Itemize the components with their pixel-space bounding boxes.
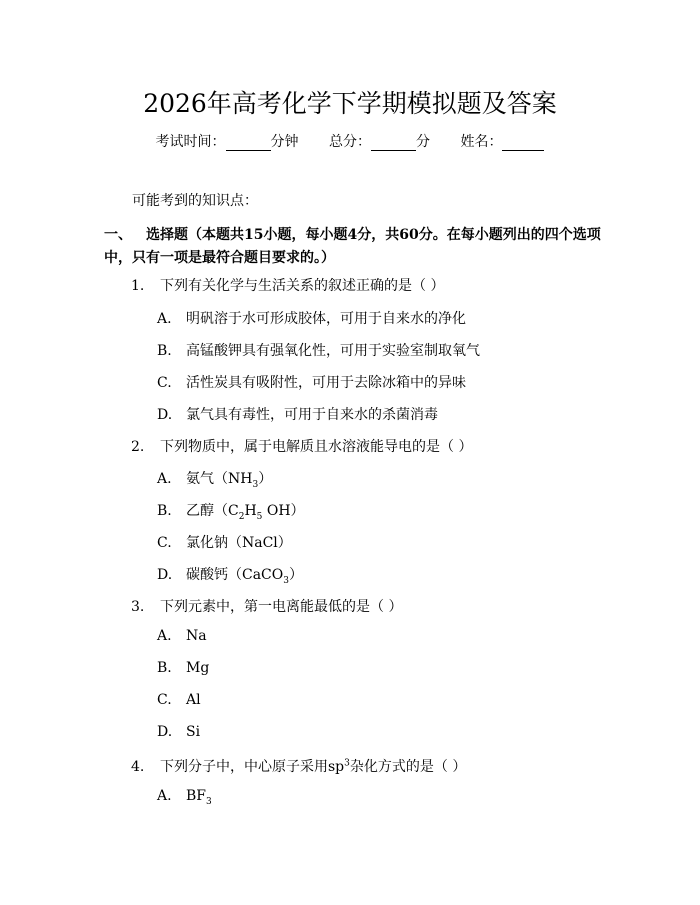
option-subscript: 2 xyxy=(238,511,245,522)
option-text-pre: 碳酸钙（CaCO xyxy=(186,567,284,583)
option-subscript: 3 xyxy=(283,575,289,586)
question-text-post: 杂化方式的是（ ） xyxy=(349,759,467,775)
option-2b[interactable] xyxy=(157,500,305,522)
total-score-label: 总分： xyxy=(329,134,371,150)
option-text: 活性炭具有吸附性，可用于去除冰箱中的异味 xyxy=(186,375,466,391)
name-label: 姓名： xyxy=(460,134,503,150)
option-1c[interactable] xyxy=(157,372,466,392)
question-number: 2. xyxy=(131,439,145,455)
option-text-post: ） xyxy=(258,471,273,487)
question-4 xyxy=(131,756,466,776)
option-letter: B. xyxy=(157,503,172,519)
option-text: 高锰酸钾具有强氧化性，可用于实验室制取氧气 xyxy=(186,343,480,359)
option-text: 明矾溶于水可形成胶体，可用于自来水的净化 xyxy=(186,311,466,327)
option-subscript: 3 xyxy=(252,479,259,490)
option-2a[interactable] xyxy=(157,468,272,490)
option-letter: B. xyxy=(157,343,172,359)
name-field xyxy=(460,134,544,150)
option-text: Si xyxy=(186,724,201,740)
option-text-pre: BF xyxy=(186,788,207,804)
total-score-unit: 分 xyxy=(416,134,430,150)
option-3b[interactable] xyxy=(157,660,209,676)
option-letter: C. xyxy=(157,535,172,551)
option-3a[interactable] xyxy=(157,628,207,644)
option-letter: A. xyxy=(157,311,172,327)
section-text: 选择题（本题共15小题，每小题4分，共60分。在每小题列出的四个选项中，只有一项是最符合题目要求的。） xyxy=(104,227,601,266)
option-text: 氯化钠（NaCl） xyxy=(186,535,292,551)
option-subscript-2: 5 xyxy=(256,511,263,522)
question-number: 1. xyxy=(131,278,145,294)
page-title: 2026年高考化学下学期模拟题及答案 xyxy=(143,89,557,118)
option-2c[interactable] xyxy=(157,532,292,552)
option-text: Mg xyxy=(186,660,210,676)
question-text: 下列有关化学与生活关系的叙述正确的是（ ） xyxy=(160,278,445,294)
option-text-post: ） xyxy=(288,567,303,583)
section-number: 一、 xyxy=(104,227,132,243)
knowledge-points-label: 可能考到的知识点： xyxy=(132,193,258,209)
option-3c[interactable] xyxy=(157,692,201,708)
option-text: Na xyxy=(186,628,207,644)
option-letter: A. xyxy=(157,471,172,487)
exam-time-label: 考试时间： xyxy=(155,134,226,150)
question-number: 4. xyxy=(131,759,145,775)
question-text-pre: 下列分子中，中心原子采用sp xyxy=(160,759,345,775)
name-blank[interactable] xyxy=(502,136,544,151)
option-letter: D. xyxy=(157,724,173,740)
question-text: 下列物质中，属于电解质且水溶液能导电的是（ ） xyxy=(160,439,473,455)
exam-time-unit: 分钟 xyxy=(270,134,299,150)
question-1 xyxy=(131,275,444,295)
option-letter: C. xyxy=(157,692,172,708)
question-3 xyxy=(131,596,402,616)
option-4a[interactable] xyxy=(157,788,212,807)
exam-info-line xyxy=(0,131,700,151)
option-letter: D. xyxy=(157,407,173,423)
exam-time-field xyxy=(156,134,303,150)
option-1b[interactable] xyxy=(157,340,480,360)
exam-time-blank[interactable] xyxy=(226,136,271,151)
option-1d[interactable] xyxy=(157,404,438,424)
option-text-pre: 乙醇（C xyxy=(186,503,239,519)
question-superscript: 3 xyxy=(344,758,350,769)
question-text: 下列元素中，第一电离能最低的是（ ） xyxy=(160,599,403,615)
option-2d[interactable] xyxy=(157,564,303,586)
option-letter: D. xyxy=(157,567,173,583)
option-text: 氯气具有毒性，可用于自来水的杀菌消毒 xyxy=(186,407,438,423)
option-letter: B. xyxy=(157,660,172,676)
option-letter: A. xyxy=(157,788,172,804)
option-text-pre: 氨气（NH xyxy=(186,471,253,487)
option-letter: C. xyxy=(157,375,172,391)
option-text-mid: H xyxy=(244,503,257,519)
option-letter: A. xyxy=(157,628,172,644)
option-text: Al xyxy=(186,692,201,708)
option-text-post: OH） xyxy=(262,503,305,519)
total-score-field xyxy=(329,134,434,150)
section-heading xyxy=(104,224,604,270)
question-2 xyxy=(131,436,472,456)
option-1a[interactable] xyxy=(157,308,466,328)
option-subscript: 3 xyxy=(206,796,212,807)
question-number: 3. xyxy=(131,599,145,615)
total-score-blank[interactable] xyxy=(371,136,416,151)
option-3d[interactable] xyxy=(157,724,200,740)
